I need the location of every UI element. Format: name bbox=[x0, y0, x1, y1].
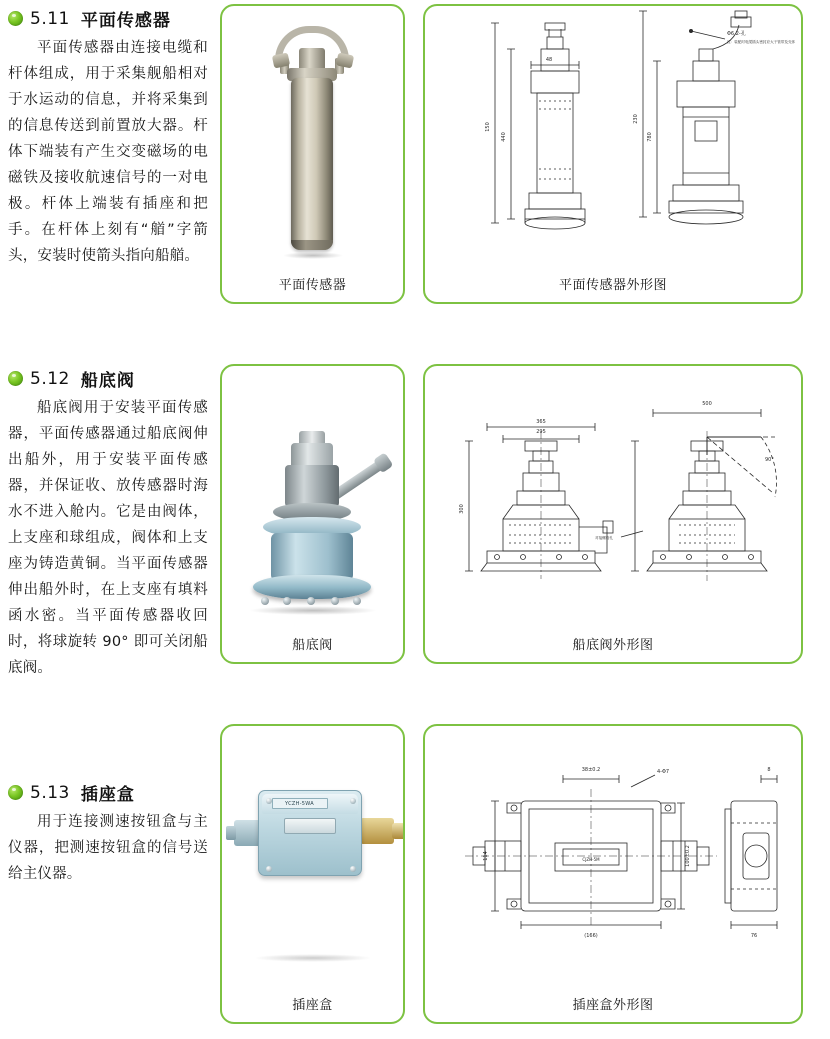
section-5-11 bbox=[0, 0, 830, 318]
svg-text:4-Φ7: 4-Φ7 bbox=[657, 769, 670, 775]
svg-text:CJZH-5M: CJZH-5M bbox=[582, 857, 600, 862]
text-column-5-11 bbox=[0, 0, 214, 269]
photo-frame-5-13 bbox=[220, 724, 405, 1024]
sensor-rod-body bbox=[291, 78, 333, 250]
bottom-valve-outline-drawing bbox=[425, 366, 801, 634]
socket-box-nameplate bbox=[284, 818, 336, 834]
svg-text:(166): (166) bbox=[584, 933, 598, 939]
svg-text:114: 114 bbox=[483, 851, 489, 861]
heading-title: 船底阀 bbox=[80, 371, 135, 391]
body-paragraph: 船底阀用于安装平面传感器，平面传感器通过船底阀伸出船外，用于安装平面传感器，并保证收、放传感器时海水不进入舱内。它是由阀体，上支座和球组成，阀体和上支座为铸造黄铜。当平面传感器伸出船外时，在上支座有填料函水密。当平面传感器收回时，将球旋转 90° 即可关闭船底阀。 bbox=[8, 400, 208, 676]
screw-icon bbox=[266, 798, 272, 804]
svg-text:365: 365 bbox=[536, 419, 546, 425]
valve-shadow bbox=[249, 606, 377, 615]
text-column-5-12 bbox=[0, 360, 214, 681]
drawing-bottom-valve bbox=[425, 366, 801, 634]
svg-text:76: 76 bbox=[750, 933, 758, 939]
photo-frame-5-11 bbox=[220, 4, 405, 304]
screw-icon bbox=[266, 866, 272, 872]
photo-plane-sensor bbox=[222, 6, 403, 274]
bullet-icon bbox=[8, 371, 23, 386]
svg-text:780: 780 bbox=[647, 132, 653, 142]
photo-caption: 平面传感器 bbox=[278, 278, 347, 293]
socket-box-shadow bbox=[254, 954, 372, 962]
valve-body bbox=[271, 533, 353, 581]
svg-text:38±0.2: 38±0.2 bbox=[581, 767, 601, 773]
screw-icon bbox=[350, 866, 356, 872]
heading-title: 平面传感器 bbox=[80, 11, 171, 31]
photo-bottom-valve bbox=[222, 366, 403, 634]
drawing-frame-5-12 bbox=[423, 364, 803, 664]
svg-text:440: 440 bbox=[501, 132, 507, 142]
photo-caption: 插座盒 bbox=[292, 998, 333, 1013]
svg-text:100±0.2: 100±0.2 bbox=[685, 845, 691, 867]
socket-box-right-connector bbox=[360, 818, 394, 844]
socket-box-outline-drawing bbox=[425, 726, 801, 994]
body-paragraph: 平面传感器由连接电缆和杆体组成，用于采集舰船相对于水运动的信息，并将采集到的信息传送到前置放大器。杆体下端装有产生交变磁场的电磁铁及接收航速信号的一对电极。杆体上端装有插座和把手。在杆体上刻有“艏”字箭头，安装时使箭头指向船艏。 bbox=[8, 40, 208, 264]
drawing-plane-sensor bbox=[425, 6, 801, 274]
valve-bolts bbox=[257, 593, 367, 605]
photo-caption: 船底阀 bbox=[292, 638, 333, 653]
heading-5-13 bbox=[8, 780, 208, 805]
heading-number: 5.11 bbox=[30, 8, 70, 29]
drawing-frame-5-13 bbox=[423, 724, 803, 1024]
drawing-caption: 平面传感器外形图 bbox=[558, 278, 667, 293]
svg-text:注：装配时电缆插头密封应大于管带及壳体: 注：装配时电缆插头密封应大于管带及壳体 bbox=[727, 40, 796, 44]
drawing-caption: 插座盒外形图 bbox=[572, 998, 654, 1013]
bullet-icon bbox=[8, 785, 23, 800]
svg-text:230: 230 bbox=[633, 114, 639, 124]
section-5-13 bbox=[0, 720, 830, 1038]
svg-text:500: 500 bbox=[702, 401, 712, 407]
svg-text:150: 150 bbox=[485, 122, 491, 132]
sensor-shadow bbox=[283, 252, 343, 259]
drawing-socket-box bbox=[425, 726, 801, 994]
svg-text:300: 300 bbox=[459, 504, 465, 514]
socket-box-tag-label: YCZH-5WA bbox=[272, 798, 328, 809]
bullet-icon bbox=[8, 11, 23, 26]
heading-number: 5.12 bbox=[30, 368, 70, 389]
heading-5-12 bbox=[8, 366, 208, 391]
heading-number: 5.13 bbox=[30, 782, 70, 803]
heading-5-11 bbox=[8, 6, 208, 31]
svg-text:295: 295 bbox=[536, 429, 546, 435]
svg-text:48: 48 bbox=[545, 57, 553, 63]
photo-socket-box bbox=[222, 726, 403, 994]
heading-title: 插座盒 bbox=[80, 785, 135, 805]
screw-icon bbox=[350, 798, 356, 804]
plane-sensor-outline-drawing bbox=[425, 6, 801, 274]
svg-text:Φ6 2-孔: Φ6 2-孔 bbox=[727, 31, 746, 37]
section-5-12 bbox=[0, 360, 830, 678]
drawing-frame-5-11 bbox=[423, 4, 803, 304]
photo-frame-5-12 bbox=[220, 364, 405, 664]
svg-text:对接螺栓孔: 对接螺栓孔 bbox=[595, 536, 613, 540]
text-column-5-13 bbox=[0, 720, 214, 887]
valve-stack bbox=[285, 465, 339, 507]
svg-text:8: 8 bbox=[767, 767, 771, 773]
drawing-caption: 船底阀外形图 bbox=[572, 638, 654, 653]
svg-text:90°: 90° bbox=[765, 457, 774, 463]
body-paragraph: 用于连接测速按钮盒与主仪器，把测速按钮盒的信号送给主仪器。 bbox=[8, 814, 208, 882]
